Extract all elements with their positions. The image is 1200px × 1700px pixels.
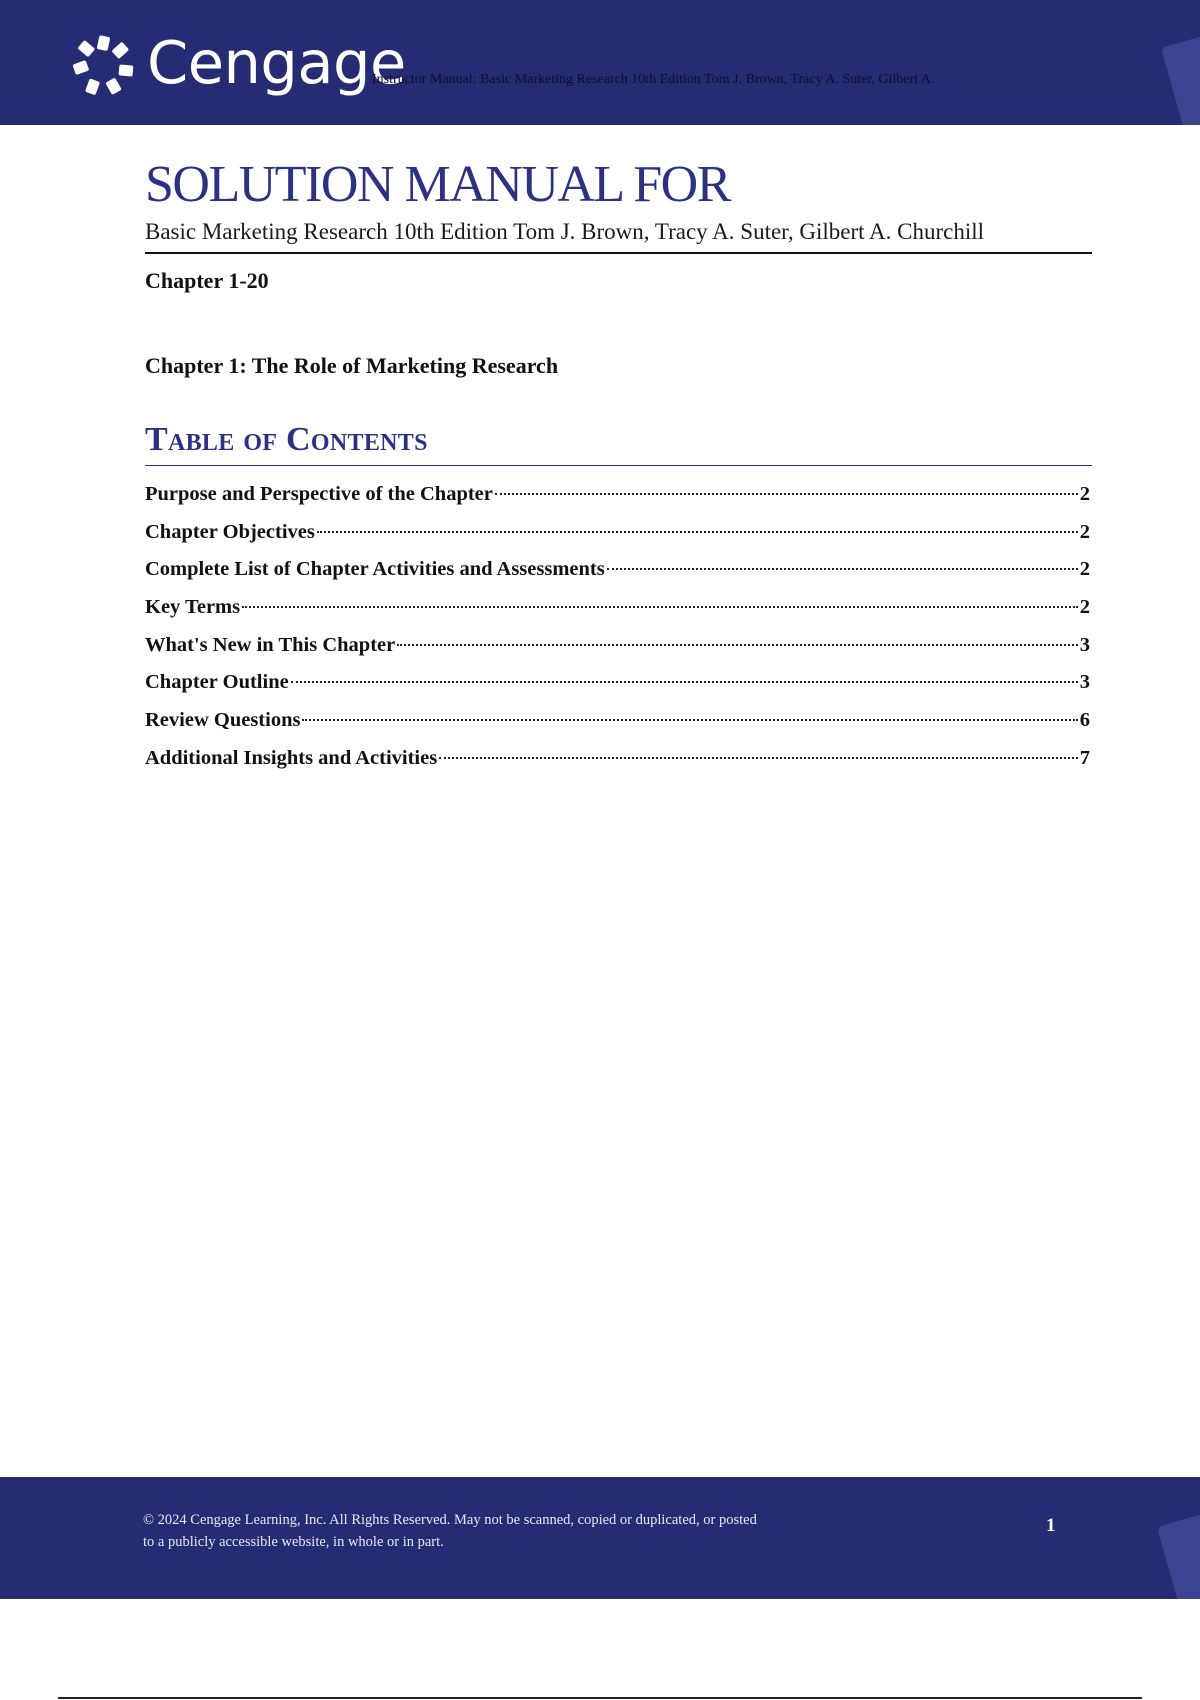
toc-entry[interactable] bbox=[145, 668, 1090, 706]
toc-entry-page: 7 bbox=[1079, 746, 1090, 769]
toc-dot-leader bbox=[242, 606, 1078, 608]
header-band bbox=[0, 0, 1200, 125]
toc-dot-leader bbox=[607, 568, 1078, 570]
decorative-corner-shape bbox=[1161, 31, 1200, 125]
footer-band bbox=[0, 1477, 1200, 1599]
document-title: SOLUTION MANUAL FOR bbox=[145, 156, 730, 213]
toc-entry[interactable] bbox=[145, 518, 1090, 556]
toc-dot-leader bbox=[495, 493, 1078, 495]
toc-entry-title: Review Questions bbox=[145, 709, 301, 732]
toc-entry-title: Chapter Outline bbox=[145, 671, 289, 694]
toc-entry-page: 2 bbox=[1079, 558, 1090, 581]
document-subtitle: Basic Marketing Research 10th Edition Tom J. Brown, Tracy A. Suter, Gilbert A. Churchill bbox=[145, 219, 985, 244]
title-divider bbox=[145, 252, 1092, 254]
chapter-range: Chapter 1-20 bbox=[145, 268, 269, 293]
toc-entry-title: Chapter Objectives bbox=[145, 520, 315, 543]
page-bottom-rule bbox=[58, 1697, 1142, 1699]
toc-dot-leader bbox=[397, 644, 1078, 646]
toc-entry[interactable] bbox=[145, 744, 1090, 782]
page-number: 1 bbox=[1046, 1515, 1056, 1536]
toc-entry-page: 2 bbox=[1079, 596, 1090, 619]
toc-dot-leader bbox=[439, 757, 1078, 759]
toc-divider bbox=[145, 465, 1092, 466]
copyright-notice bbox=[143, 1509, 883, 1553]
toc-entry-title: Key Terms bbox=[145, 596, 241, 619]
table-of-contents bbox=[145, 480, 1090, 782]
toc-entry-title: Complete List of Chapter Activities and Assessments bbox=[145, 558, 605, 581]
header-overlay-text: Instructor Manual: Basic Marketing Research 10th Edition Tom J. Brown, Tracy A. Suter, Gilbert A. bbox=[372, 72, 935, 87]
cengage-logo-icon bbox=[72, 34, 138, 96]
toc-dot-leader bbox=[291, 681, 1078, 683]
toc-entry-title: Purpose and Perspective of the Chapter bbox=[145, 483, 493, 505]
toc-entry[interactable] bbox=[145, 593, 1090, 631]
toc-entry[interactable] bbox=[145, 555, 1090, 593]
toc-entry-page: 3 bbox=[1079, 633, 1090, 656]
toc-dot-leader bbox=[302, 719, 1077, 721]
chapter-heading: Chapter 1: The Role of Marketing Research bbox=[145, 353, 559, 378]
toc-entry-page: 2 bbox=[1079, 483, 1090, 505]
toc-entry-page: 6 bbox=[1079, 709, 1090, 732]
copyright-line-2: to a publicly accessible website, in whole or in part. bbox=[143, 1534, 444, 1550]
toc-entry-page: 3 bbox=[1079, 671, 1090, 694]
toc-dot-leader bbox=[317, 531, 1078, 533]
copyright-line-1: © 2024 Cengage Learning, Inc. All Rights Reserved. May not be scanned, copied or duplicated, or posted bbox=[143, 1512, 757, 1528]
toc-entry-title: What's New in This Chapter bbox=[145, 633, 396, 656]
toc-entry-title: Additional Insights and Activities bbox=[145, 746, 438, 769]
cengage-logo-text: Cengage bbox=[147, 28, 406, 97]
toc-heading: Table of Contents bbox=[145, 421, 428, 458]
toc-entry-page: 2 bbox=[1079, 520, 1090, 543]
decorative-corner-shape bbox=[1157, 1510, 1200, 1599]
toc-entry[interactable] bbox=[145, 706, 1090, 744]
toc-entry[interactable] bbox=[145, 480, 1090, 518]
toc-entry[interactable] bbox=[145, 631, 1090, 669]
